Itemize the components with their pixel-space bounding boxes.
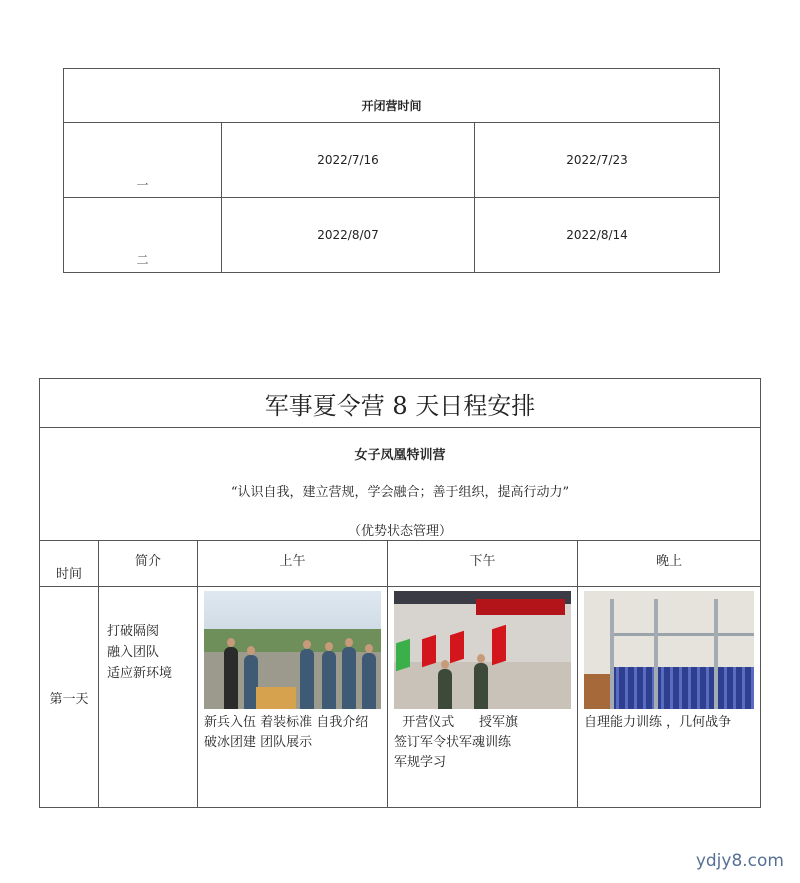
- camp-motto: “认识自我，建立营规，学会融合；善于组织，提高行动力”: [230, 485, 570, 500]
- morning-activities: [204, 713, 381, 753]
- table-row: [40, 587, 761, 808]
- col-time: 时间: [40, 541, 99, 587]
- camp-dates-header: 开闭营时间: [64, 69, 720, 123]
- evening-activities: [584, 713, 754, 733]
- col-evening: 晚上: [578, 541, 761, 587]
- day-label: 第一天: [40, 587, 99, 808]
- evening-cell: [578, 587, 761, 808]
- camp-note: （优势状态管理）: [347, 524, 452, 539]
- schedule-table: [39, 378, 761, 808]
- summary-line: 融入团队: [107, 645, 160, 660]
- close-date: 2022/8/14: [475, 198, 720, 273]
- afternoon-cell: [388, 587, 578, 808]
- table-row: [64, 198, 720, 273]
- morning-photo: [204, 591, 381, 709]
- activity-line: 开营仪式 授军旗: [394, 715, 519, 730]
- col-afternoon: 下午: [388, 541, 578, 587]
- column-header-row: [40, 541, 761, 587]
- open-date: 2022/7/16: [222, 123, 475, 198]
- morning-cell: [198, 587, 388, 808]
- open-date: 2022/8/07: [222, 198, 475, 273]
- col-summary: 简介: [99, 541, 198, 587]
- table-row: [64, 123, 720, 198]
- afternoon-activities: [394, 713, 571, 773]
- summary-line: 打破隔阂: [107, 624, 160, 639]
- schedule-title: 军事夏令营 8 天日程安排: [40, 379, 761, 428]
- activity-line: 自理能力训练 ，几何战争: [584, 715, 732, 730]
- activity-line: 破冰团建 团队展示: [204, 735, 313, 750]
- activity-line: 新兵入伍 着装标准 自我介绍: [204, 715, 369, 730]
- col-morning: 上午: [198, 541, 388, 587]
- activity-line: 签订军令状军魂训练: [394, 735, 512, 750]
- session-number: 一: [64, 123, 222, 198]
- afternoon-photo: [394, 591, 571, 709]
- close-date: 2022/7/23: [475, 123, 720, 198]
- activity-line: 军规学习: [394, 755, 447, 770]
- day-summary: [99, 587, 198, 808]
- schedule-intro: [40, 428, 761, 541]
- camp-subtitle: 女子凤凰特训营: [354, 448, 446, 463]
- session-number: 二: [64, 198, 222, 273]
- camp-dates-table: [63, 68, 720, 273]
- watermark: ydjy8.com: [695, 851, 784, 871]
- summary-line: 适应新环境: [107, 666, 173, 681]
- evening-photo: [584, 591, 754, 709]
